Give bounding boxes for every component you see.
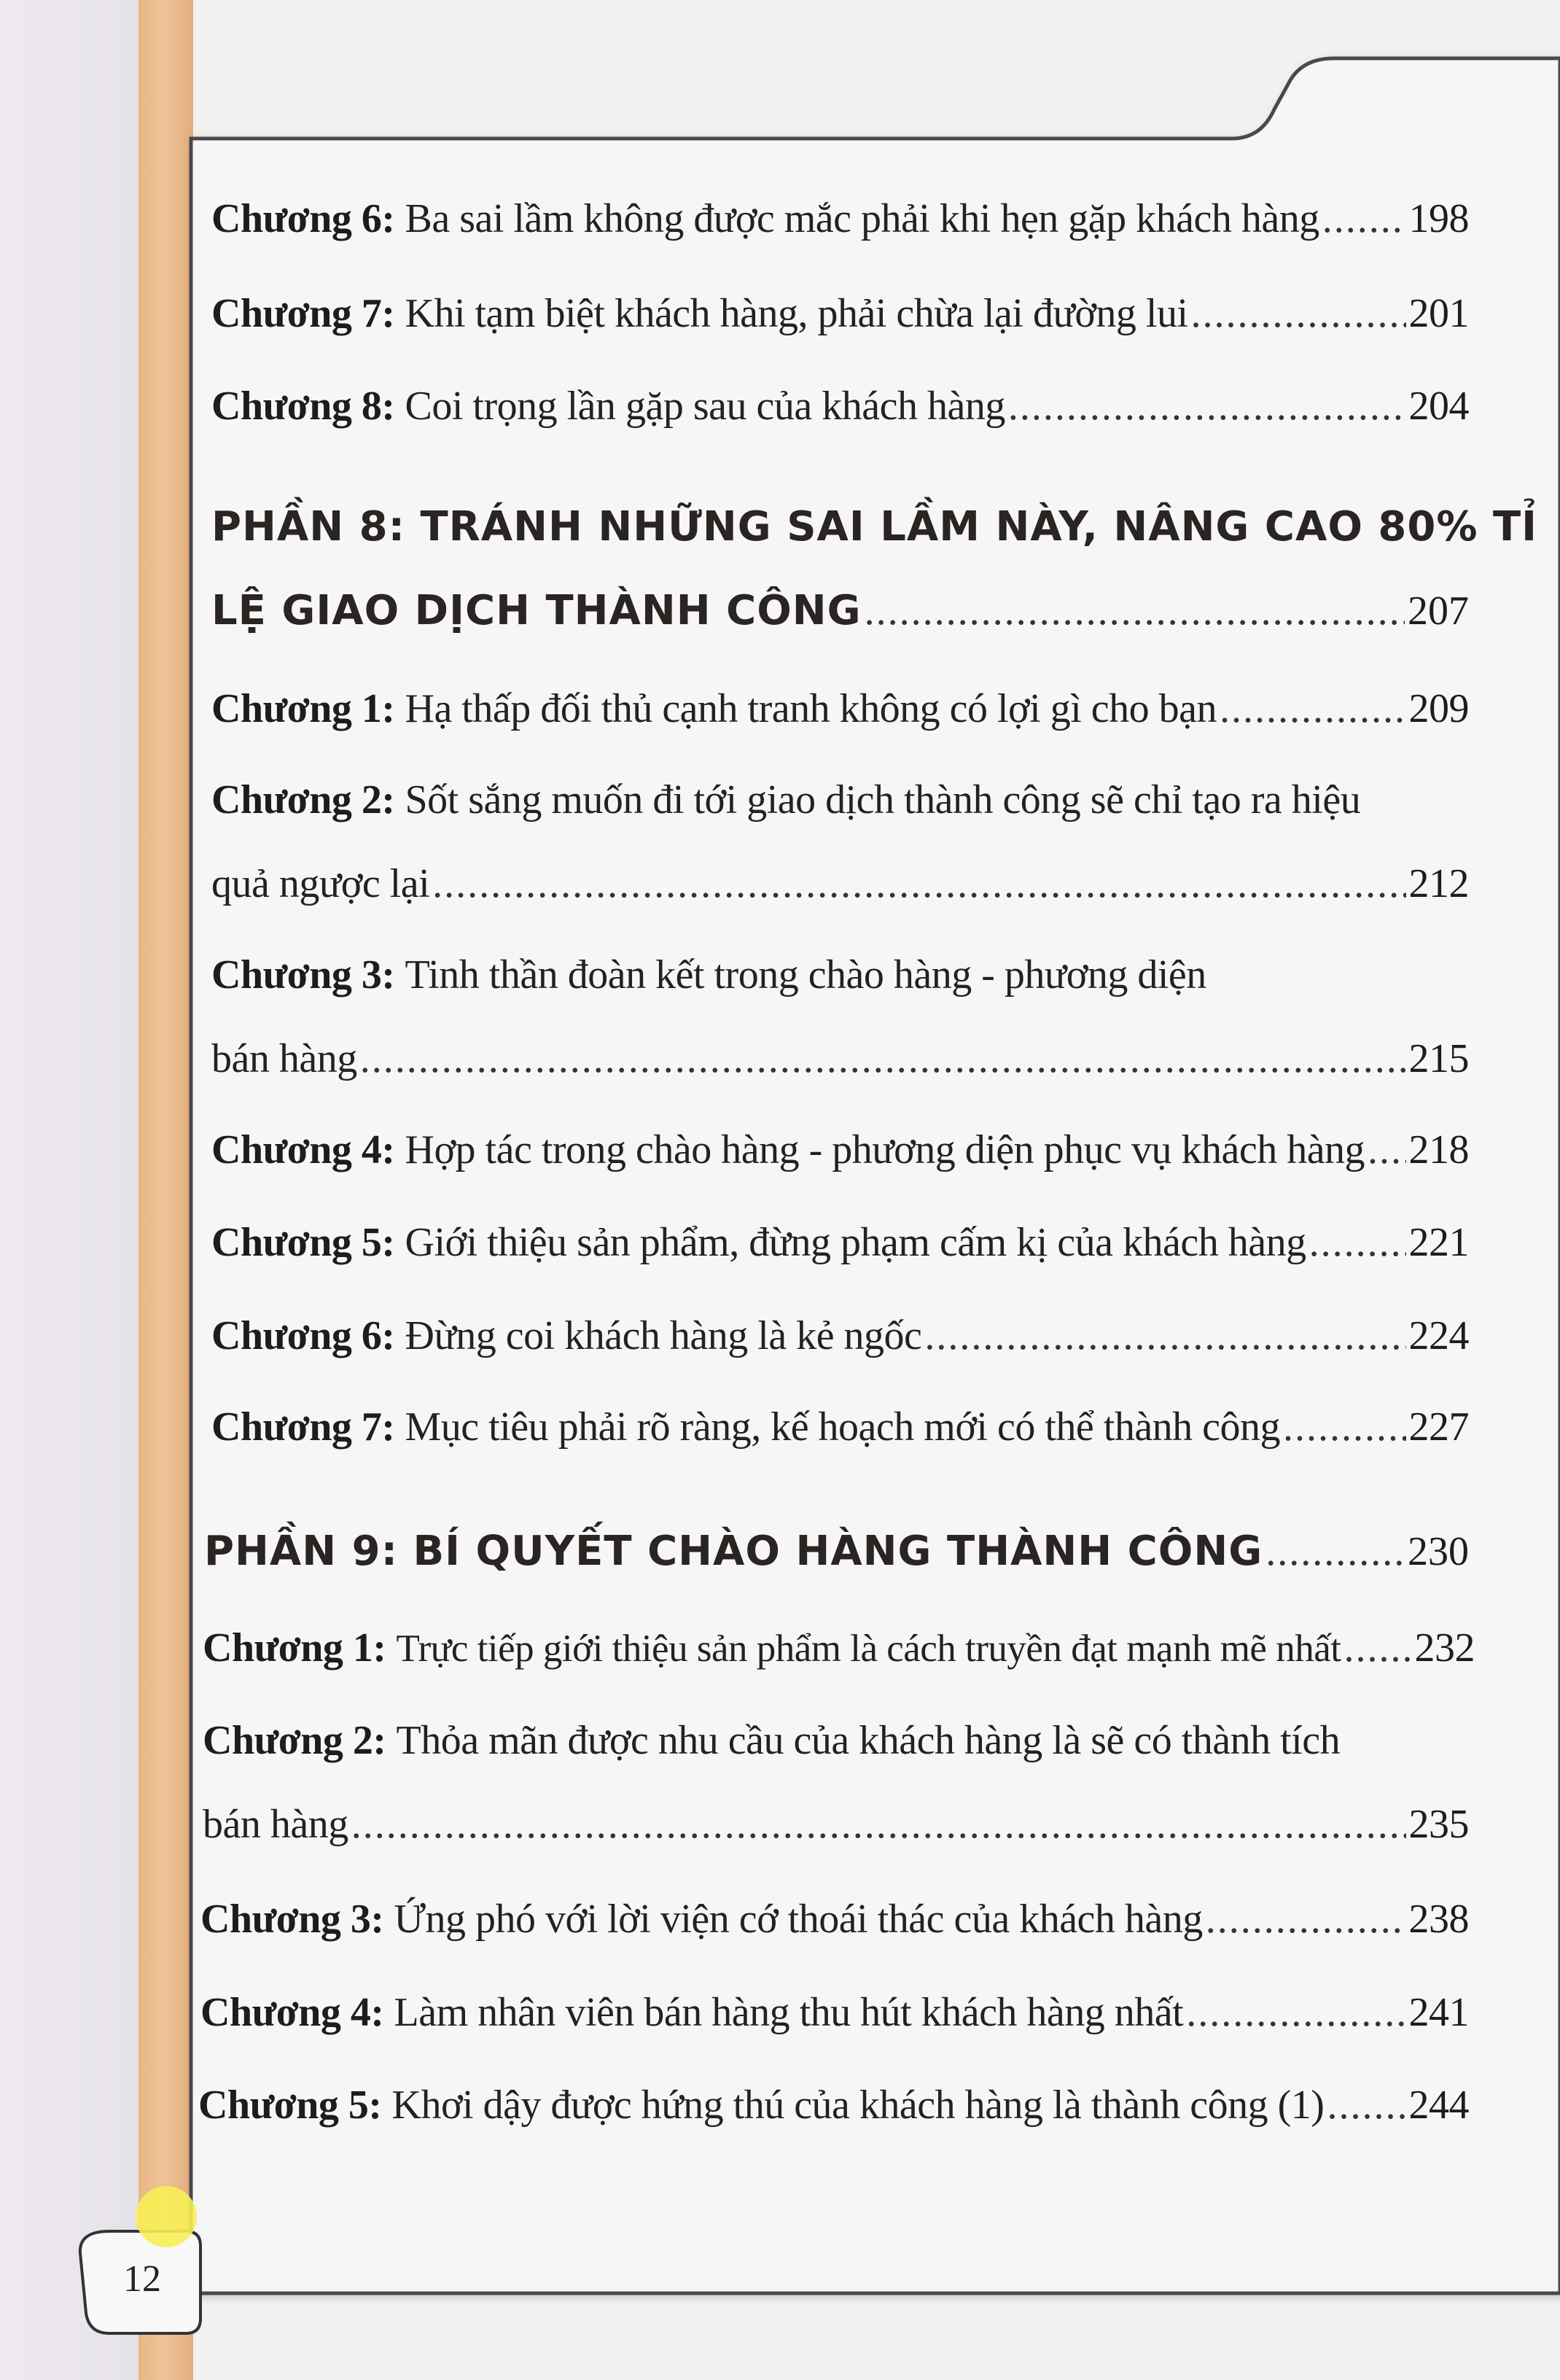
chapter-label: Chương 3: [211, 952, 395, 998]
toc-entry[interactable] [211, 777, 1360, 823]
leader-dots [1186, 1989, 1405, 2036]
chapter-label: Chương 6: [211, 1313, 395, 1358]
chapter-title: Thỏa mãn được nhu cầu của khách hàng là sẽ có thành tích [396, 1718, 1341, 1763]
chapter-label: Chương 6: [211, 196, 395, 241]
page-ref: 244 [1408, 2082, 1469, 2128]
chapter-label: Chương 8: [211, 384, 395, 429]
chapter-title: Ba sai lầm không được mắc phải khi hẹn gặp khách hàng [405, 196, 1319, 241]
chapter-label: Chương 4: [211, 1127, 395, 1172]
toc-entry[interactable] [211, 1312, 1469, 1359]
page-ref: 218 [1408, 1127, 1469, 1172]
part-heading[interactable]: PHẦN 8: TRÁNH NHỮNG SAI LẦM NÀY, NÂNG CAO 80% TỈ [211, 503, 1537, 551]
chapter-title: Hợp tác trong chào hàng - phương diện phục vụ khách hàng [405, 1127, 1365, 1172]
chapter-label: Chương 2: [211, 777, 395, 822]
leader-dots [865, 588, 1405, 634]
page-ref: 235 [1408, 1802, 1469, 1847]
toc-entry-continuation[interactable] [203, 1801, 1469, 1848]
leader-dots [360, 1035, 1406, 1082]
toc-entry[interactable] [211, 1404, 1469, 1450]
toc-entry[interactable] [203, 1717, 1340, 1764]
page-ref: 238 [1408, 1897, 1469, 1942]
chapter-title: Giới thiệu sản phẩm, đừng phạm cấm kị của khách hàng [405, 1220, 1306, 1265]
chapter-title: Khi tạm biệt khách hàng, phải chừa lại đường lui [405, 291, 1188, 336]
chapter-title: Hạ thấp đối thủ cạnh tranh không có lợi gì cho bạn [405, 686, 1217, 731]
part-heading-line1: PHẦN 9: BÍ QUYẾT CHÀO HÀNG THÀNH CÔNG [204, 1528, 1263, 1575]
page-ref: 212 [1408, 861, 1469, 906]
page-ref: 241 [1408, 1990, 1469, 2035]
chapter-label: Chương 5: [211, 1220, 395, 1265]
chapter-title-continued: bán hàng [203, 1802, 348, 1847]
chapter-label: Chương 5: [198, 2082, 382, 2128]
page-ref: 230 [1408, 1529, 1469, 1574]
page-ref: 207 [1408, 588, 1469, 634]
chapter-label: Chương 1: [211, 686, 395, 731]
leader-dots [1265, 1528, 1405, 1575]
toc-entry-continuation[interactable] [211, 1035, 1469, 1082]
page-ref: 198 [1408, 196, 1469, 241]
chapter-title: Mục tiêu phải rõ ràng, kế hoạch mới có thể thành công [405, 1404, 1281, 1450]
chapter-title: Làm nhân viên bán hàng thu hút khách hàng nhất [394, 1990, 1184, 2035]
leader-dots [1322, 195, 1406, 242]
leader-dots [1309, 1219, 1406, 1266]
chapter-title: Sốt sắng muốn đi tới giao dịch thành công sẽ chỉ tạo ra hiệu [405, 777, 1361, 822]
toc-entry[interactable] [211, 383, 1469, 429]
leader-dots [1191, 290, 1406, 337]
leader-dots [924, 1312, 1405, 1359]
chapter-title: Ứng phó với lời viện cớ thoái thác của khách hàng [394, 1897, 1203, 1942]
page-ref: 201 [1408, 291, 1469, 336]
page-ref: 209 [1408, 686, 1469, 731]
part-heading-continuation[interactable] [211, 587, 1469, 634]
chapter-title: Trực tiếp giới thiệu sản phẩm là cách truyền đạt mạnh mẽ nhất [396, 1628, 1341, 1670]
leader-dots [1206, 1896, 1406, 1942]
leader-dots [1327, 2082, 1405, 2128]
chapter-title-continued: bán hàng [211, 1036, 357, 1081]
page-ref: 227 [1408, 1404, 1469, 1450]
chapter-label: Chương 7: [211, 1404, 395, 1450]
leader-dots [1343, 1625, 1411, 1671]
page-ref: 221 [1408, 1220, 1469, 1265]
leader-dots [1220, 685, 1406, 732]
leader-dots [432, 860, 1405, 907]
page-ref: 215 [1408, 1036, 1469, 1081]
chapter-title-continued: quả ngược lại [211, 861, 430, 906]
leader-dots [1008, 383, 1406, 429]
chapter-label: Chương 2: [203, 1718, 386, 1763]
chapter-title: Đừng coi khách hàng là kẻ ngốc [405, 1313, 922, 1358]
leader-dots [1283, 1404, 1405, 1450]
leader-dots [351, 1801, 1406, 1848]
toc-entry[interactable] [200, 1896, 1469, 1942]
toc-entry[interactable] [211, 685, 1469, 732]
chapter-title: Khơi dậy được hứng thú của khách hàng là thành công (1) [391, 2082, 1325, 2128]
toc-entry[interactable] [211, 195, 1469, 242]
toc-entry[interactable] [211, 290, 1469, 337]
toc-entry[interactable] [200, 1989, 1469, 2036]
page-ref: 224 [1408, 1313, 1469, 1358]
toc-entry[interactable] [211, 952, 1206, 998]
leader-dots [1368, 1127, 1405, 1173]
chapter-label: Chương 3: [200, 1897, 384, 1942]
chapter-label: Chương 1: [203, 1625, 386, 1671]
toc-entry-continuation[interactable] [211, 860, 1469, 907]
toc-entry[interactable] [203, 1625, 1475, 1671]
page-ref: 232 [1414, 1625, 1475, 1671]
part-heading[interactable] [204, 1528, 1469, 1575]
chapter-title: Coi trọng lần gặp sau của khách hàng [405, 384, 1005, 429]
toc-entry[interactable] [211, 1127, 1469, 1173]
chapter-label: Chương 7: [211, 291, 395, 336]
page-number: 12 [123, 2258, 161, 2300]
part-heading-line2: LỆ GIAO DỊCH THÀNH CÔNG [211, 587, 862, 634]
page-ref: 204 [1408, 384, 1469, 429]
chapter-title: Tinh thần đoàn kết trong chào hàng - phương diện [405, 952, 1206, 998]
chapter-label: Chương 4: [200, 1990, 384, 2035]
toc-entry[interactable] [211, 1219, 1469, 1266]
toc-entry[interactable] [198, 2082, 1469, 2128]
